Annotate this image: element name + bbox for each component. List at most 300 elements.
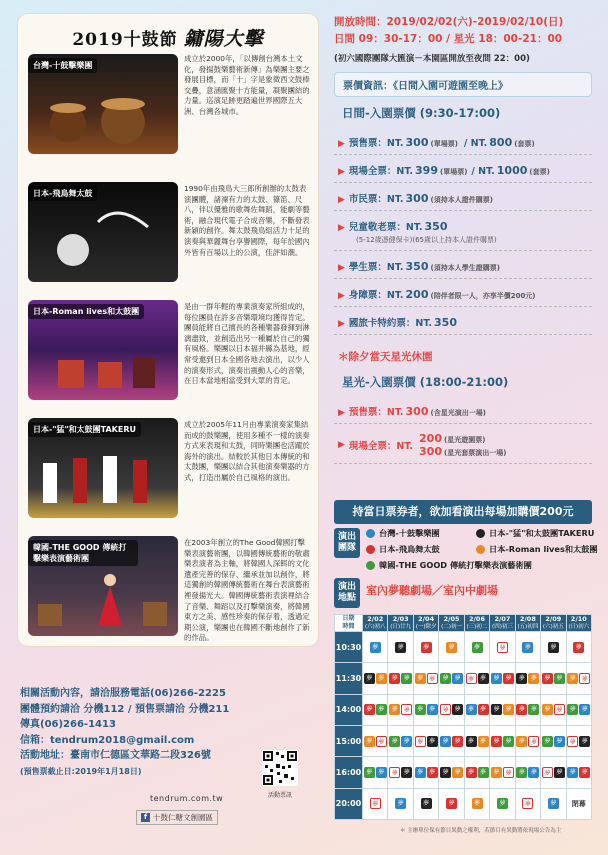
show-chip: 夢: [440, 704, 451, 715]
extra-hours: (初六國際團隊大匯演－本園區開放至夜間 22：00): [334, 54, 530, 64]
price-note: (單場票): [440, 168, 468, 176]
schedule-header: [335, 615, 592, 632]
schedule-date: [464, 615, 489, 632]
show-chip: 夢: [567, 767, 578, 778]
price-note: (星光套票演出一場): [444, 449, 507, 457]
show-chip: 夢: [567, 673, 578, 684]
price-student: [334, 251, 592, 279]
show-chip: 夢: [427, 704, 438, 715]
show-chip: 夢: [370, 642, 381, 653]
schedule-cell: [388, 788, 413, 819]
schedule-cell: [388, 632, 413, 663]
price-label: 現場全票：NT.: [348, 166, 414, 177]
show-chip: 夢: [452, 767, 463, 778]
schedule-cell: [490, 757, 515, 788]
schedule-cell: [363, 757, 388, 788]
schedule-cell: [413, 663, 438, 694]
night-price-onsite: [334, 424, 592, 464]
schedule-cell: [439, 632, 464, 663]
troupe-desc: 在2003年創立的The Good韓國打擊樂表演藝術團，以韓國傳統藝術的敬肅樂表演者為主軸，將韓國人深餌的文化遺產完善的保存、繼承並加以創作，將這獨創的韓國傳統藝術在舞台表演藝術裡發揚光大。韓國傳統藝術表演裡結合了音樂、舞蹈以及打擊樂演奏，將韓國東方之美、感性珍奏的保存着，透過定期公演，樂團也在韓國不斷地創作了新的作品。: [184, 538, 310, 643]
night-price-presale: [334, 396, 592, 424]
show-chip: 夢: [567, 736, 578, 747]
show-chip: 夢: [478, 736, 489, 747]
schedule-cell: [515, 632, 540, 663]
show-chip: 夢: [491, 673, 502, 684]
schedule-cell: [439, 725, 464, 756]
show-chip: 夢: [466, 767, 477, 778]
schedule-cell: [363, 632, 388, 663]
troupe-desc: 1990年由飛鳥大三郎所創辦的太鼓表演團體，諸凜有力的太鼓、篠笛、尺八，伴以優雅的歌舞佐舞蹈，能劇等藝術，融合現代電子合成音樂，不斷發表新穎的創作。舞太鼓飛鳥組活力十足的演奏與華麗舞台享譽國際，每年於國內外皆有百場以上的公演，佳評如潮。: [184, 184, 310, 257]
schedule-row: [335, 663, 592, 694]
show-chip: 夢: [542, 673, 553, 684]
schedule-cell: [490, 788, 515, 819]
show-chip: 夢: [522, 642, 533, 653]
show-chip: 夢: [389, 736, 400, 747]
weekday-label: (三)初二: [466, 624, 488, 630]
show-chip: 夢: [472, 642, 483, 653]
show-chip: 夢: [573, 642, 584, 653]
schedule-cell: [515, 663, 540, 694]
eve-closure-note: ＊除夕當天星光休園: [338, 351, 433, 363]
schedule-cell: [363, 725, 388, 756]
show-chip: 夢: [516, 767, 527, 778]
weekday-label: (二)初一: [441, 624, 462, 630]
title-main: 2019十鼓節: [72, 30, 178, 50]
price-note: (須持本人學生證購票): [430, 264, 500, 272]
open-dates: 開放時間：2019/02/02(六)-2019/02/10(日): [334, 16, 564, 28]
contact-info: [20, 686, 229, 779]
schedule-cell: [413, 725, 438, 756]
schedule-cell: [490, 632, 515, 663]
show-chip: 夢: [389, 704, 400, 715]
price-label: 現場全票：NT.: [348, 441, 414, 452]
arrow-icon: ▶: [338, 195, 345, 205]
show-chip: 夢: [421, 642, 432, 653]
show-chip: 夢: [478, 673, 489, 684]
show-chip: 夢: [452, 736, 463, 747]
legend-label: 台灣-十鼓擊樂團: [379, 528, 440, 538]
price-citizen: [334, 183, 592, 211]
price-label: 預售票：NT.: [348, 138, 404, 149]
schedule-cell: [388, 694, 413, 725]
schedule-time: 15:00: [335, 725, 363, 756]
show-chip: 夢: [528, 704, 539, 715]
price-travel-card: [334, 307, 592, 335]
arrow-icon: ▶: [338, 291, 345, 301]
show-chip: 夢: [478, 767, 489, 778]
arrow-icon: ▶: [338, 319, 345, 329]
arrow-icon: ▶: [338, 408, 345, 418]
contact-fax: 傳真(06)266-1413: [20, 719, 116, 730]
schedule-cell: [566, 725, 591, 756]
facebook-icon: f: [141, 813, 150, 822]
troupe-desc: 是由一群年輕的專業演奏家所組成的，每位團員在許多音樂環境均獲得肯定。團員能將自己擅長的各種樂器發揮到淋漓盡致，並創造出另一種屬於自己的獨有風格。樂團以日本福井縣為基地，經常受邀到日本全國各地去演出，以少人的演奏形式，演奏出震動人心的音樂，在日本當地相當受到大眾的肯定。: [184, 302, 310, 386]
qr-label: 活動票訊: [267, 792, 292, 799]
website-link[interactable]: tendrum.com.tw: [150, 794, 224, 803]
price-label: 身障票：NT.: [348, 290, 404, 301]
qr-code-icon: [262, 750, 298, 786]
show-chip: 夢: [567, 704, 578, 715]
price-label: 兒童敬老票：NT.: [348, 222, 423, 233]
price-note: (套票): [514, 140, 535, 148]
show-chip: 夢: [415, 736, 426, 747]
page-title: [18, 24, 318, 51]
show-chip: 夢: [554, 767, 565, 778]
arrow-icon: ▶: [338, 223, 345, 233]
show-chip: 夢: [554, 673, 565, 684]
venue-tag: 演出地點: [334, 578, 360, 608]
schedule-time: 14:00: [335, 694, 363, 725]
show-chip: 夢: [376, 704, 387, 715]
show-chip: 夢: [370, 798, 381, 809]
day-price-heading: 日間-入園票價 (9:30-17:00): [342, 106, 501, 120]
schedule-cell: [541, 694, 566, 725]
arrow-icon: ▶: [338, 139, 345, 149]
schedule-cell: [566, 757, 591, 788]
weekday-label: (日)初六: [568, 624, 590, 630]
troupe-photo: [28, 536, 178, 636]
show-chip: 夢: [548, 798, 559, 809]
schedule-time: 20:00: [335, 788, 363, 819]
schedule-body: [335, 632, 592, 820]
show-chip: 夢: [579, 704, 590, 715]
show-chip: 夢: [466, 736, 477, 747]
price-presale: [334, 127, 592, 155]
schedule-cell: [541, 632, 566, 663]
dot-icon: [476, 545, 485, 554]
schedule-row: [335, 757, 592, 788]
info-panel: [334, 14, 592, 464]
price-onsite: [334, 155, 592, 183]
show-chip: 夢: [554, 704, 565, 715]
troupe-photo: [28, 182, 178, 282]
show-chip: 夢: [503, 767, 514, 778]
show-chip: 夢: [478, 704, 489, 715]
weekday-label: (日)廿九: [390, 624, 412, 630]
facebook-label: 十鼓仁糖文創園區: [153, 813, 213, 822]
show-chip: 夢: [452, 673, 463, 684]
schedule-cell: [515, 788, 540, 819]
night-price-options: [417, 432, 506, 458]
schedule-cell: [464, 663, 489, 694]
performance-schedule: [334, 614, 592, 820]
show-chip: 夢: [376, 767, 387, 778]
schedule-cell: [490, 694, 515, 725]
price-value: 200: [405, 288, 429, 301]
show-chip: 夢: [491, 704, 502, 715]
show-chip: 夢: [516, 673, 527, 684]
troupe-photo: [28, 300, 178, 400]
price-label: / NT.: [471, 166, 495, 177]
date-label: 2/03: [392, 615, 409, 623]
schedule-cell: [566, 788, 591, 819]
legend-item: [476, 528, 594, 539]
price-label: 市民票：NT.: [348, 194, 404, 205]
schedule-cell: [464, 757, 489, 788]
show-chip: 夢: [415, 767, 426, 778]
price-value: 350: [405, 260, 429, 273]
show-chip: 夢: [452, 704, 463, 715]
date-label: 2/06: [469, 615, 485, 623]
troupe-legend-tag: 演出團隊: [334, 528, 360, 558]
show-chip: 夢: [421, 798, 432, 809]
show-chip: 夢: [497, 642, 508, 653]
show-chip: 夢: [579, 736, 590, 747]
show-chip: 夢: [401, 767, 412, 778]
schedule-row: [335, 725, 592, 756]
arrow-icon: ▶: [338, 440, 345, 450]
schedule-date: [439, 615, 464, 632]
show-chip: 夢: [395, 642, 406, 653]
schedule-cell: [413, 757, 438, 788]
price-note: (含星光演出一場): [430, 409, 486, 417]
show-chip: 夢: [528, 736, 539, 747]
show-chip: 夢: [401, 673, 412, 684]
schedule-cell: [388, 757, 413, 788]
price-value: 350: [434, 316, 457, 329]
show-chip: 夢: [376, 673, 387, 684]
weekday-label: (五)初四: [517, 624, 539, 630]
weekday-label: (四)初三: [492, 624, 513, 630]
schedule-cell: [566, 632, 591, 663]
show-chip: 夢: [503, 704, 514, 715]
troupe-desc: 成立於2005年11月由專業演奏家集結而成的鼓樂團，使用多種不一樣的演奏方式來表現和太鼓，同時樂團也活躍於海外的演出。結較於其他日本傳統的和太鼓團，樂團以結合其他演奏樂器的方式，打造出屬於自己風格的演出。: [184, 420, 310, 482]
weekday-label: (一)除夕: [415, 624, 437, 630]
schedule-cell: [413, 632, 438, 663]
schedule-date: [490, 615, 515, 632]
show-chip: 夢: [415, 673, 426, 684]
schedule-cell: [490, 725, 515, 756]
show-chip: 夢: [491, 767, 502, 778]
weekday-label: (六)初五: [542, 624, 564, 630]
show-chip: 夢: [522, 798, 533, 809]
addon-banner: 持當日票券者，欲加看演出每場加購價200元: [334, 500, 592, 524]
presale-deadline: (預售票截止日:2019年1月18日): [20, 766, 142, 776]
price-value: 800: [489, 136, 513, 149]
show-chip: 夢: [497, 798, 508, 809]
show-chip: 夢: [542, 767, 553, 778]
troupe-label: 韓國-THE GOOD 傳統打擊樂表演藝術團: [28, 540, 138, 566]
show-chip: 夢: [491, 736, 502, 747]
schedule-cell: [363, 694, 388, 725]
troupe-label: 日本-Roman lives和太鼓團: [28, 304, 144, 319]
price-note: (5-12歲憑健保卡)(65歲以上持本人證件購票): [356, 236, 497, 244]
troupe-label: 日本-"猛"和太鼓團TAKERU: [28, 422, 141, 437]
schedule-cell: [541, 725, 566, 756]
price-value: 300: [419, 445, 442, 458]
schedule-cell: [464, 725, 489, 756]
troupe-label: 日本-飛鳥舞太鼓: [28, 186, 97, 201]
show-chip: 夢: [446, 798, 457, 809]
legend-label: 韓國-THE GOOD 傳統打擊樂表演藝術團: [379, 560, 532, 570]
schedule-row: [335, 788, 592, 819]
date-label: 2/07: [494, 615, 511, 623]
price-value: 350: [424, 220, 448, 233]
schedule-date: [566, 615, 591, 632]
troupe-label: 台灣-十鼓擊樂團: [28, 58, 97, 73]
schedule-time: 16:00: [335, 757, 363, 788]
dot-icon: [366, 545, 375, 554]
show-chip: 夢: [401, 704, 412, 715]
show-chip: 夢: [528, 767, 539, 778]
price-note: (星光遊園票): [444, 436, 486, 444]
dot-icon: [366, 561, 375, 570]
schedule-cell: [464, 694, 489, 725]
weekday-label: (六)初八: [364, 624, 386, 630]
price-note: (陪伴者限一人，亦享半價200元): [430, 292, 536, 300]
schedule-cell: [363, 663, 388, 694]
price-label: 學生票：NT.: [348, 262, 404, 273]
date-label: 2/04: [418, 615, 435, 623]
schedule-cell: [566, 694, 591, 725]
price-label: 國旅卡特約票：NT.: [348, 318, 433, 329]
price-label: / NT.: [463, 138, 488, 149]
schedule-date: [388, 615, 413, 632]
show-chip: 夢: [548, 642, 559, 653]
schedule-row: [335, 694, 592, 725]
legend-label: 日本-"猛"和太鼓團TAKERU: [489, 528, 595, 538]
arrow-icon: ▶: [338, 263, 345, 273]
price-note: (套票): [529, 168, 550, 176]
troupe-desc: 成立於2000年，「以傳創台灣本土文化，發揚鼓樂藝術新傳」為樂團主要之發展目標，而「十」字是象徵西文鼓棒交疊，意涵匯聚十方能量，凝聚團結的力量。巡演足跡更踏遍世界國際五大洲、台灣各城市。: [184, 54, 310, 116]
price-value: 300: [405, 405, 429, 418]
show-chip: 夢: [542, 736, 553, 747]
legend-item: [366, 560, 532, 571]
night-price-heading: 星光-入園票價 (18:00-21:00): [342, 375, 509, 389]
show-chip: 夢: [440, 767, 451, 778]
contact-ext: 團體預約請洽 分機112 / 預售票請洽 分機211: [20, 703, 230, 715]
schedule-cell: [464, 632, 489, 663]
show-chip: 夢: [503, 673, 514, 684]
schedule-cell: [439, 788, 464, 819]
date-label: 2/02: [367, 615, 384, 623]
troupe-photo: [28, 418, 178, 518]
show-chip: 夢: [427, 736, 438, 747]
price-value: 300: [405, 136, 429, 149]
schedule-date: [413, 615, 438, 632]
footnote: ＊ 主辦單位保有節目異動之權利，若節目有異動將依現場公告為主: [400, 828, 562, 834]
schedule-cell: [439, 757, 464, 788]
schedule-corner: 日期 時間: [335, 615, 363, 632]
show-chip: 夢: [516, 704, 527, 715]
show-chip: 夢: [579, 767, 590, 778]
show-chip: 夢: [389, 767, 400, 778]
price-value: 200: [419, 432, 442, 445]
legend-label: 日本-Roman lives和太鼓團: [489, 544, 598, 554]
show-chip: 夢: [415, 704, 426, 715]
show-chip: 夢: [427, 673, 438, 684]
show-chip: 夢: [542, 704, 553, 715]
show-chip: 夢: [440, 736, 451, 747]
schedule-cell: [541, 663, 566, 694]
legend-item: [476, 544, 598, 555]
schedule-cell: [388, 725, 413, 756]
closing-label: 閉幕: [571, 799, 586, 808]
schedule-cell: [515, 725, 540, 756]
schedule-cell: [388, 663, 413, 694]
show-chip: 夢: [364, 704, 375, 715]
arrow-icon: ▶: [338, 167, 345, 177]
show-chip: 夢: [389, 673, 400, 684]
date-label: 2/05: [443, 615, 460, 623]
show-chip: 夢: [503, 736, 514, 747]
title-brush: 鏞陽大擊: [183, 28, 264, 50]
schedule-row: [335, 632, 592, 663]
dot-icon: [476, 529, 485, 538]
show-chip: 夢: [579, 673, 590, 684]
schedule-cell: [413, 788, 438, 819]
show-chip: 夢: [401, 736, 412, 747]
schedule-date: [363, 615, 388, 632]
price-note: (單場票): [430, 140, 458, 148]
schedule-time: 10:30: [335, 632, 363, 663]
schedule-cell: [541, 788, 566, 819]
schedule-date: [515, 615, 540, 632]
legend-label: 日本-飛鳥舞太鼓: [379, 544, 440, 554]
price-value: 300: [405, 192, 429, 205]
schedule-cell: [439, 663, 464, 694]
legend-item: [366, 528, 440, 539]
show-chip: 夢: [427, 767, 438, 778]
show-chip: 夢: [528, 673, 539, 684]
contact-email: 信箱：tendrum2018@gmail.com: [20, 734, 195, 746]
show-chip: 夢: [364, 673, 375, 684]
show-chip: 夢: [364, 767, 375, 778]
legend-item: [366, 544, 440, 555]
show-chip: 夢: [472, 798, 483, 809]
price-child-senior: [334, 211, 592, 251]
schedule-cell: [515, 694, 540, 725]
show-chip: 夢: [466, 673, 477, 684]
price-note: (須持本人證件購票): [430, 196, 493, 204]
dot-icon: [366, 529, 375, 538]
schedule-date: [541, 615, 566, 632]
price-value: 399: [415, 164, 438, 177]
price-value: 1000: [496, 164, 528, 177]
schedule-cell: [439, 694, 464, 725]
contact-phone: 相關活動內容，請洽服務電話(06)266-2225: [20, 688, 226, 699]
schedule-cell: [363, 788, 388, 819]
show-chip: 夢: [446, 642, 457, 653]
show-chip: 夢: [554, 736, 565, 747]
schedule-cell: [541, 757, 566, 788]
troupe-panel: [18, 14, 318, 646]
date-label: 2/08: [519, 615, 536, 623]
ticket-info: 票價資訊：《日間入園可遊園至晚上》: [334, 72, 592, 97]
price-disabled: [334, 279, 592, 307]
show-chip: 夢: [364, 736, 375, 747]
schedule-cell: [490, 663, 515, 694]
show-chip: 夢: [395, 798, 406, 809]
show-chip: 夢: [516, 736, 527, 747]
price-label: 預售票：NT.: [348, 407, 404, 418]
schedule-cell: [566, 663, 591, 694]
venue-text: 室內夢聽劇場／室內中劇場: [366, 584, 498, 597]
show-chip: 夢: [376, 736, 387, 747]
schedule-cell: [413, 694, 438, 725]
date-label: 2/09: [545, 615, 562, 623]
troupe-photo: [28, 54, 178, 154]
date-label: 2/10: [570, 615, 587, 623]
schedule-cell: [464, 788, 489, 819]
facebook-link[interactable]: [136, 810, 218, 825]
daily-hours: 日間 09：30-17：00 / 星光 18：00-21：00: [334, 33, 563, 45]
contact-address: 活動地址：臺南市仁德區文華路二段326號: [20, 750, 211, 761]
show-chip: 夢: [466, 704, 477, 715]
schedule-cell: [515, 757, 540, 788]
show-chip: 夢: [440, 673, 451, 684]
schedule-time: 11:30: [335, 663, 363, 694]
